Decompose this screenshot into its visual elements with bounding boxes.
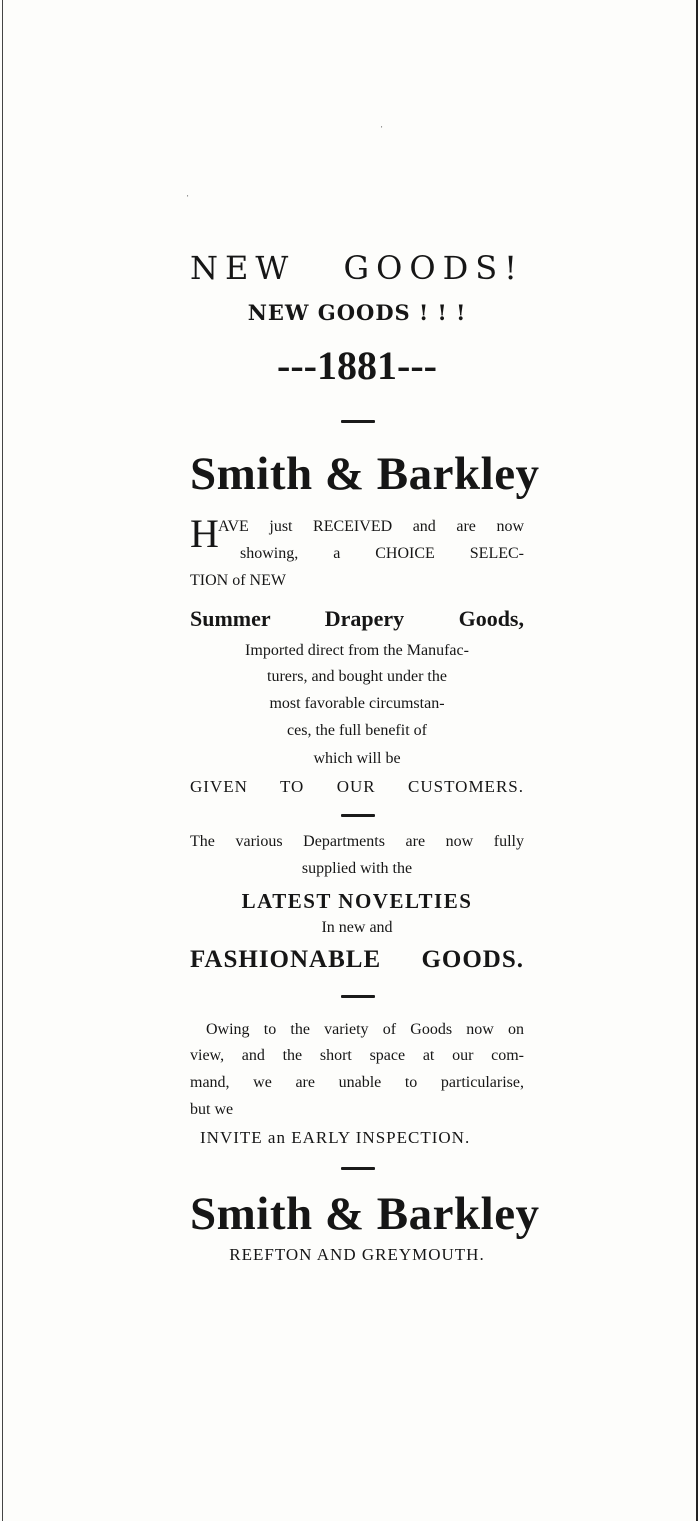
owing-line-2: view, and the short space at our com- (190, 1047, 524, 1064)
ink-speck: ⋅ (186, 192, 190, 202)
locations-line: REEFTON AND GREYMOUTH. (229, 1245, 485, 1264)
page-right-edge (696, 0, 698, 1521)
divider-rule (341, 814, 375, 817)
owing-line-4: but we (190, 1101, 234, 1118)
latest-novelties-heading: LATEST NOVELTIES (241, 889, 473, 913)
invite-line: INVITE an EARLY INSPECTION. (200, 1128, 471, 1147)
import-line-4: ces, the full benefit of (287, 722, 427, 739)
fashionable-goods-heading: FASHIONABLE GOODS. (190, 946, 524, 973)
import-line-5: which will be (313, 750, 401, 767)
import-line-3: most favorable circumstan- (269, 695, 445, 712)
customers-line: GIVEN TO OUR CUSTOMERS. (190, 777, 524, 796)
subhead-summer-drapery: Summer Drapery Goods, (190, 606, 524, 631)
firm-name-heading: Smith & Barkley (190, 448, 540, 500)
signature-firm-name: Smith & Barkley (190, 1188, 540, 1240)
intro-line-1: AVE just RECEIVED and are now (218, 518, 524, 535)
divider-rule (341, 995, 375, 998)
owing-line-3: mand, we are unable to particularise, (190, 1074, 524, 1091)
year-banner: ---1881--- (277, 343, 437, 388)
owing-line-1: Owing to the variety of Goods now on (206, 1021, 524, 1038)
intro-line-2: showing, a CHOICE SELEC‑ (240, 545, 524, 562)
departments-line-2: supplied with the (301, 860, 413, 877)
headline-new-goods: NEW GOODS! (190, 249, 524, 287)
novelties-subline: In new and (321, 919, 393, 936)
headline-new-goods-exclaim: NEW GOODS ! ! ! (247, 300, 467, 325)
drop-cap-letter: H (190, 511, 219, 556)
departments-line-1: The various Departments are now fully (190, 833, 524, 850)
page-left-edge (2, 0, 3, 1521)
ink-speck: ⋅ (380, 123, 384, 133)
divider-rule (341, 420, 375, 423)
intro-line-3: TION of NEW (190, 572, 286, 589)
divider-rule (341, 1167, 375, 1170)
import-line-1: Imported direct from the Manufac- (245, 642, 469, 659)
import-line-2: turers, and bought under the (267, 668, 447, 685)
